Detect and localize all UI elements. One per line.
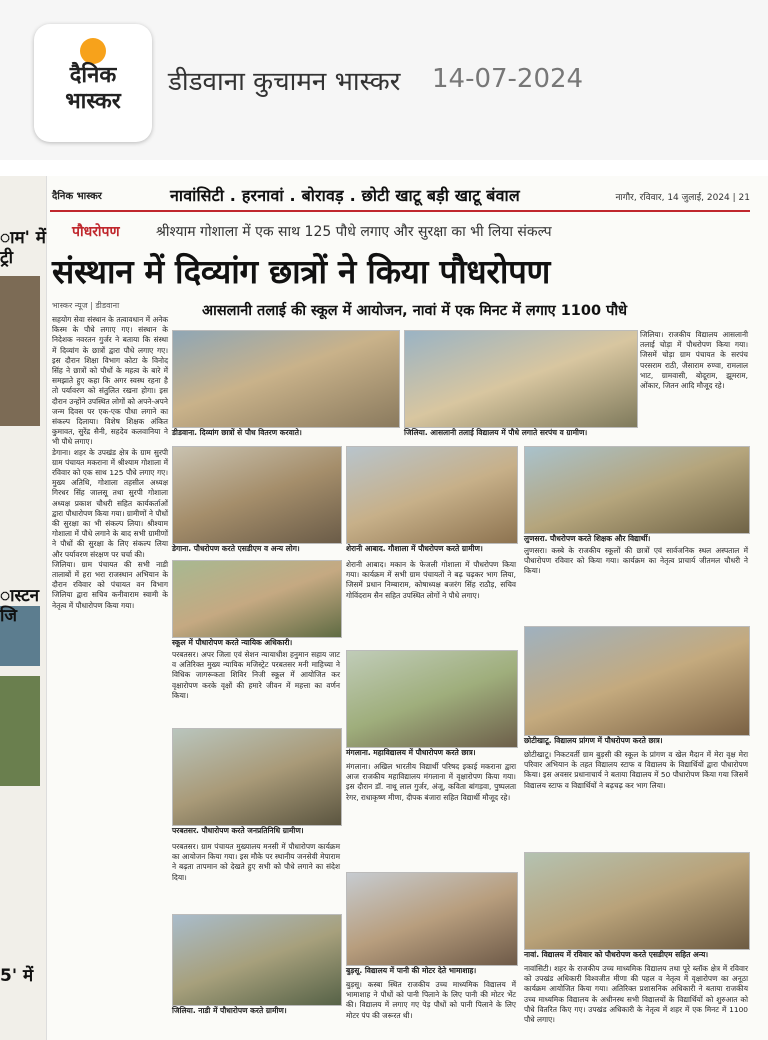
story-lunsara: लुणसरा। कस्बे के राजकीय स्कूलों की छात्रों एवं सार्वजनिक स्थल अस्पताल में पौधारोपण रविवार को किया गया। कार्यक्रम का नेतृत्व प्राचार्य जीतमल चौधरी ने किया। [524, 546, 748, 576]
edition-title: डीडवाना कुचामन भास्कर [168, 67, 401, 97]
caption-jiliya-nadi: जिलिया. नाडी में पौधारोपण करते ग्रामीण। [172, 1006, 287, 1015]
masthead-brand: दैनिक भास्कर [52, 191, 102, 202]
caption-budsu: बुड़सू. विद्यालय में पानी की मोटर देते भामाशाह। [346, 966, 477, 975]
story-jiliya: जिलिया। राजकीय विद्यालय आसलानी तलाई चोड़ा में पौधरोपण किया गया। जिसमें चोड़ा ग्राम पंचायत के सरपंच परसराम राठी, जैसाराम रुण्वा, रामलाल भाट, ग्रामवासी, बोदूराम, झूमराम, ओंकार, जितन आदि मौजूद रहे। [640, 330, 748, 391]
sun-icon [80, 38, 106, 64]
sub-headline: आसलानी तलाई की स्कूल में आयोजन, नावां में एक मिनट में लगाए 1100 पौधे [202, 303, 628, 319]
caption-mangalana: मंगलाना. महाविद्यालय में पौधारोपण करते छात्र। [346, 748, 476, 757]
page-main [50, 176, 750, 1040]
logo-line-2: भास्कर [65, 89, 121, 114]
caption-jiliya-school: जिलिया. आसलानी तलाई विद्यालय में पौधे लगाते सरपंच व ग्रामीण। [404, 428, 588, 437]
story-parbatsar-2: परबतसर। ग्राम पंचायत मुख्यालय मनसी में पौधारोपण कार्यक्रम का आयोजन किया गया। इस मौके पर स्थानीय जनसेवी मेपाराम ने बढ़ता तापमान को देखते हुए सभी को पौधे लगाने का संदेश दिया। [172, 842, 340, 882]
byline: भास्कर न्यूज | डीडवाना [52, 301, 120, 310]
caption-sherani: शेरानी आबाद. गौशाला में पौधरोपण करते ग्रामीण। [346, 544, 483, 553]
main-headline: संस्थान में दिव्यांग छात्रों ने किया पौधरोपण [52, 252, 551, 291]
story-sherani: शेरानी आबाद। मकान के फेजली गोशाला में पौधरोपण किया गया। कार्यक्रम में सभी ग्राम पंचायतों ने बढ़ चढ़कर भाग लिया, जिसमें प्रधान निम्बाराम, कोषाध्यक्ष बजरंग सिंह राठौड़, सचिव गोविंदराम सैन सहित उपस्थित लोगों ने पौधे लगाए। [346, 560, 516, 600]
photo-lunsara [524, 446, 750, 534]
logo-line-1: दैनिक [69, 63, 117, 88]
caption-chhotikhatu: छोटीखाटू. विद्यालय प्रांगण में पौधरोपण करते छात्र। [524, 736, 663, 745]
newspaper-page [0, 176, 768, 1040]
story-budsu: बुड़सू। कस्बा स्थित राजकीय उच्च माध्यमिक विद्यालय में भामाशाह ने पौधों को पानी पिलाने के लिए पानी की मोटर भेंट की। विद्यालय में लगाए गए पेड़ पौधों को पानी पिलाने के लिए मोटर पंप की जरूरत थी। [346, 980, 516, 1020]
story-chhotikhatu: छोटीखाटू। निकटवर्ती ग्राम बुड़सी की स्कूल के प्रांगण व खेल मैदान में मेरा वृक्ष मेरा परिवार अभियान के तहत विद्यालय स्टाफ व विद्यालय के विद्यार्थियों द्वारा पौधारोपण किया। इस अवसर प्रधानाचार्य ने बताया विद्यालय में 50 पौधारोपण किया गया जिसमें विद्यालय स्टाफ व विद्यार्थियों ने बढ़चढ़ कर भाग लिया। [524, 750, 748, 790]
photo-mangalana [346, 650, 518, 748]
story-parbatsar: परबतसर। अपर जिला एवं सेशन न्यायाधीश हनुमान सहाय जाट व अतिरिक्त मुख्य न्यायिक मजिस्ट्रेट परबतसर मनी माहिच्या ने विधिक जागरूकता शिविर निजी स्कूल में आयोजित कर वृक्षारोपण करके वृक्षों की हमारे जीवन में महत्ता का वर्णन किया। [172, 650, 340, 700]
page-masthead [50, 184, 750, 212]
photo-jiliya-nadi [172, 914, 342, 1006]
photo-budsu [346, 872, 518, 966]
left-story-column [52, 300, 168, 1040]
photo-degana [172, 446, 342, 544]
caption-court: स्कूल में पौधारोपण करते न्यायिक अधिकारी। [172, 638, 293, 647]
photo-jiliya-school [404, 330, 638, 428]
caption-parbatsar: परबतसर. पौधारोपण करते जनप्रतिनिधि ग्रामीण। [172, 826, 304, 835]
caption-lunsara: लुणसरा. पौधरोपण करते शिक्षक और विद्यार्थी। [524, 534, 651, 543]
photo-didwana [172, 330, 400, 428]
story-mangalana: मंगलाना। अखिल भारतीय विद्यार्थी परिषद इकाई मकराना द्वारा आज राजकीय महाविद्यालय मंगलाना में वृक्षारोपण किया गया। इस दौरान डॉ. नाथू लाल गुर्जर, अंजू, कविता बांगड़वा, पुष्पलता रेगर, राधाकृष्ण मीणा, दीपक बंजारा सहित विद्यार्थी मौजूद रहे। [346, 762, 516, 802]
kicker-label: पौधरोपण [72, 224, 120, 240]
masthead-date: नागौर, रविवार, 14 जुलाई, 2024 | 21 [615, 193, 750, 203]
masthead-title: नावांसिटी . हरनावां . बोरावड़ . छोटी खाटू बड़ी खाटू बंवाल [170, 186, 520, 205]
photo-court [172, 560, 342, 638]
photo-chhotikhatu [524, 626, 750, 736]
side-headline-3: 5' में [0, 966, 34, 986]
side-photo-1 [0, 276, 40, 426]
side-headline-2: ास्टन जि [0, 586, 40, 626]
dainik-bhaskar-logo[interactable] [34, 24, 152, 142]
story-nawan: नावांसिटी। शहर के राजकीय उच्च माध्यमिक विद्यालय तथा पूरे ब्लॉक क्षेत्र में रविवार को उपखंड अधिकारी विश्वजीत मीणा की पहल व नेतृत्व में वृक्षारोपण का अनूठा कार्यक्रम आयोजित किया गया। अतिरिक्त प्रशासनिक अधिकारी ने बताया राजकीय उच्च माध्यमिक विद्यालय के अधीनस्थ सभी विद्यालयों के विद्यार्थियों को शुरुआत को पौधे वितरित किए गए। उपखंड अधिकारी के नेतृत्व में शहर में एक मिनट में 1100 पौधे लगाए। [524, 964, 748, 1025]
left-story-text: सहयोग सेवा संस्थान के तत्वावधान में अनेक किस्म के पौधे लगाए गए। संस्थान के निदेशक नवरतन गुर्जर ने बताया कि संस्था में दिव्यांग के छात्रों द्वारा पौधे लगाए गए। इस दौरान शिक्षा विभाग कोटा के विनोद सिंह ने छात्रों को पौधों के महत्व के बारे में समझाते हुए कहा कि अगर स्वस्थ रहना है तो पर्यावरण को संतुलित रखना होगा। इस दौरान उन्होंने उपस्थित लोगों को अपने-अपने जन्म दिवस पर एक-एक पौधा लगाने का संकल्प दिलाया। विशेष शिक्षक अंकित कुमावत, सुरेंद्र सैनी, सहदेव कलवानिया ने भी पौधे लगाए। डेगाना। शहर के उपखंड क्षेत्र के ग्राम सुरपी ग्राम पंचायत मकराना में श्रीश्याम गोशाला में रविवार को एक साथ 125 पौधे लगाए गए। मुख्य अतिथि, गोशाला तहसील अध्यक्ष गिरधर सिंह जालसू तथा सुरपी गोशाला अध्यक्ष प्रकाश चौधरी सहित कार्यकर्ताओं द्वारा पौधारोपण किया गया। ग्रामीणों ने पौधों की सुरक्षा का भी संकल्प लिया। श्रीश्याम गोशाला में पौधे लगाने के बाद सभी ग्रामीणों ने पौधों की सुरक्षा के लिए संकल्प लिया और पर्यावरण संरक्षण पर चर्चा की। जिलिया। ग्राम पंचायत की सभी नाडी तालाबों में हरा भरा राजस्थान अभियान के दौरान रविवार को पंचायत वन विभाग जिलिया द्वारा सचिव कनीवाराम स्वामी के नेतृत्व में पौधारोपण किया गया। [52, 315, 168, 610]
caption-didwana: डीडवाना. दिव्यांग छात्रों से पौध वितरण करवाते। [172, 428, 302, 437]
photo-parbatsar [172, 728, 342, 826]
article-header [0, 0, 768, 160]
photo-sherani [346, 446, 518, 544]
edition-date: 14-07-2024 [432, 64, 584, 94]
kicker-text: श्रीश्याम गोशाला में एक साथ 125 पौधे लगाए और सुरक्षा का भी लिया संकल्प [156, 224, 552, 240]
caption-degana: डेगाना. पौधरोपण करते एसडीएम व अन्य लोग। [172, 544, 300, 553]
side-photo-3 [0, 676, 40, 786]
photo-nawan [524, 852, 750, 950]
adjacent-page-strip [0, 176, 47, 1040]
side-headline-1: ाम' में ट्री [0, 228, 46, 268]
caption-nawan: नावां. विद्यालय में रविवार को पौधरोपण करते एसडीएम सहित अन्य। [524, 950, 709, 959]
